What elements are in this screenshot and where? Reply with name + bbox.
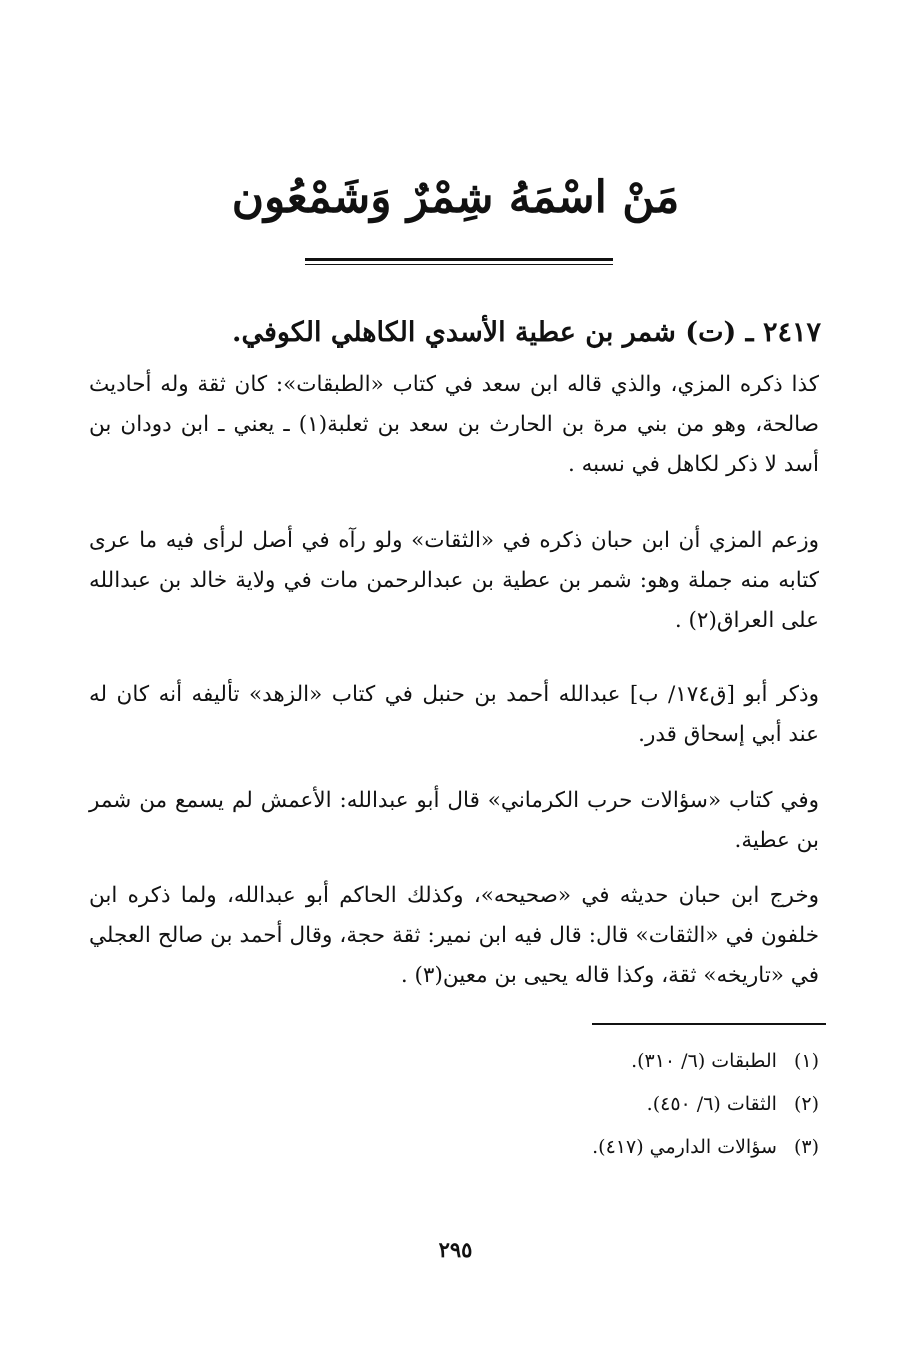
footnote-text: الثقات (٦/ ٤٥٠).: [646, 1093, 777, 1115]
footnote-number: (٢): [793, 1093, 819, 1115]
footnote: [319, 1083, 819, 1126]
paragraph-4: وفي كتاب «سؤالات حرب الكرماني» قال أبو عبدالله: الأعمش لم يسمع من شمر بن عطية.: [89, 788, 819, 853]
page-number: ٢٩٥: [438, 1237, 473, 1262]
paragraph-2: وزعم المزي أن ابن حبان ذكره في «الثقات» ولو رآه في أصل لرأى فيه ما عرى كتابه منه جملة وهو: شمر بن عطية بن عبدالرحمن مات في ولاية خالد بن عبدالله على العراق(٢) .: [89, 528, 819, 633]
footnote-text: الطبقات (٦/ ٣١٠).: [631, 1050, 777, 1072]
paragraph-5: وخرج ابن حبان حديثه في «صحيحه»، وكذلك الحاكم أبو عبدالله، ولما ذكره ابن خلفون في «الثقات» قال: قال فيه ابن نمير: ثقة حجة، وقال أحمد بن صالح العجلي في «تاريخه» ثقة، وكذا قاله يحيى بن معين(٣) .: [89, 883, 819, 988]
footnote: [319, 1040, 819, 1083]
paragraph-1: كذا ذكره المزي، والذي قاله ابن سعد في كتاب «الطبقات»: كان ثقة وله أحاديث صالحة، وهو من بني مرة بن الحارث بن سعد بن ثعلبة(١) ـ يعني ـ ابن دودان بن أسد لا ذكر لكاهل في نسبه .: [89, 372, 819, 477]
footnote-number: (٣): [793, 1136, 819, 1158]
paragraph-3: وذكر أبو [ق١٧٤/ ب] عبدالله أحمد بن حنبل في كتاب «الزهد» تأليفه أنه كان له عند أبي إسحاق قدر.: [89, 682, 819, 747]
footnote-number: (١): [793, 1050, 819, 1072]
footnote-divider: [592, 1023, 826, 1025]
entry-heading: ٢٤١٧ ـ (ت) شمر بن عطية الأسدي الكاهلي الكوفي.: [232, 317, 821, 348]
section-title: مَنْ اسْمَهُ شِمْرٌ وَشَمْعُون: [231, 172, 680, 223]
title-divider: [305, 258, 613, 261]
footnote: [319, 1126, 819, 1169]
footnotes: [319, 1040, 819, 1169]
footnote-text: سؤالات الدارمي (٤١٧).: [592, 1136, 777, 1158]
